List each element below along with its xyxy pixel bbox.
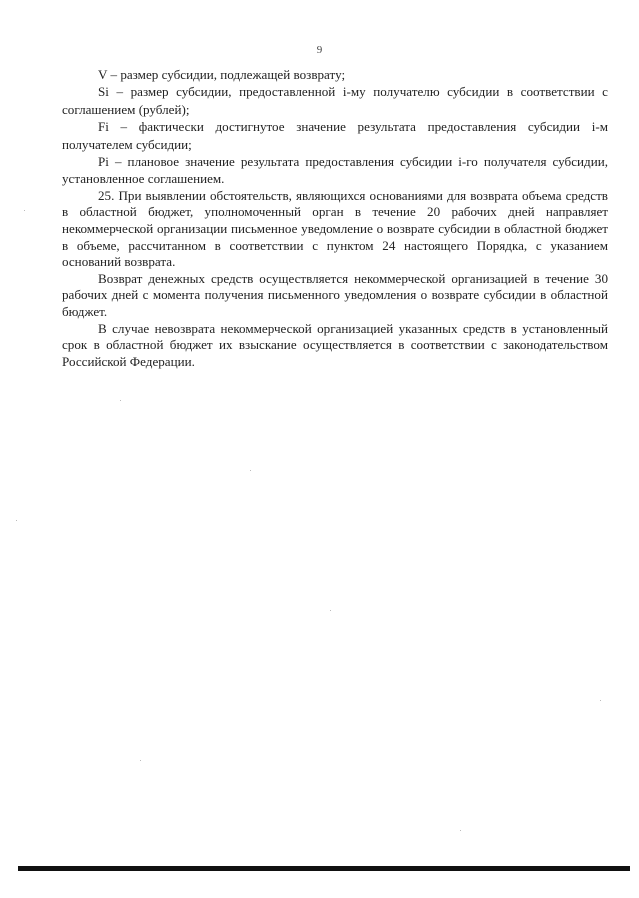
paragraph-pi-definition: Pi – плановое значение результата предоставления субсидии i-го получателя субсидии, установленное соглашением. bbox=[62, 154, 608, 187]
paragraph-si-definition: Si – размер субсидии, предоставленной i-му получателю субсидии в соответствии с соглашением (рублей); bbox=[62, 84, 608, 117]
paragraph-non-refund: В случае невозврата некоммерческой организацией указанных средств в установленный срок в областной бюджет их взыскание осуществляется в соответствии с законодательством Российской Федерации. bbox=[62, 320, 608, 369]
bottom-rule bbox=[18, 866, 630, 871]
paragraph-fi-definition: Fi – фактически достигнутое значение результата предоставления субсидии i-м получателем субсидии; bbox=[62, 119, 608, 152]
paragraph-refund-term: Возврат денежных средств осуществляется некоммерческой организацией в течение 30 рабочих дней с момента получения письменного уведомления о возврате субсидии в областной бюджет. bbox=[62, 270, 608, 319]
document-body bbox=[62, 66, 608, 370]
paragraph-section-25: 25. При выявлении обстоятельств, являющихся основаниями для возврата объема средств в областной бюджет, уполномоченный орган в течение 20 рабочих дней направляет некоммерческой организации письменное уведомление о возврате субсидии в областной бюджет в объеме, рассчитанном в соответствии с пунктом 24 настоящего Порядка, с указанием оснований возврата. bbox=[62, 187, 608, 270]
paragraph-v-definition: V – размер субсидии, подлежащей возврату; bbox=[98, 67, 346, 82]
page-number: 9 bbox=[316, 44, 323, 56]
